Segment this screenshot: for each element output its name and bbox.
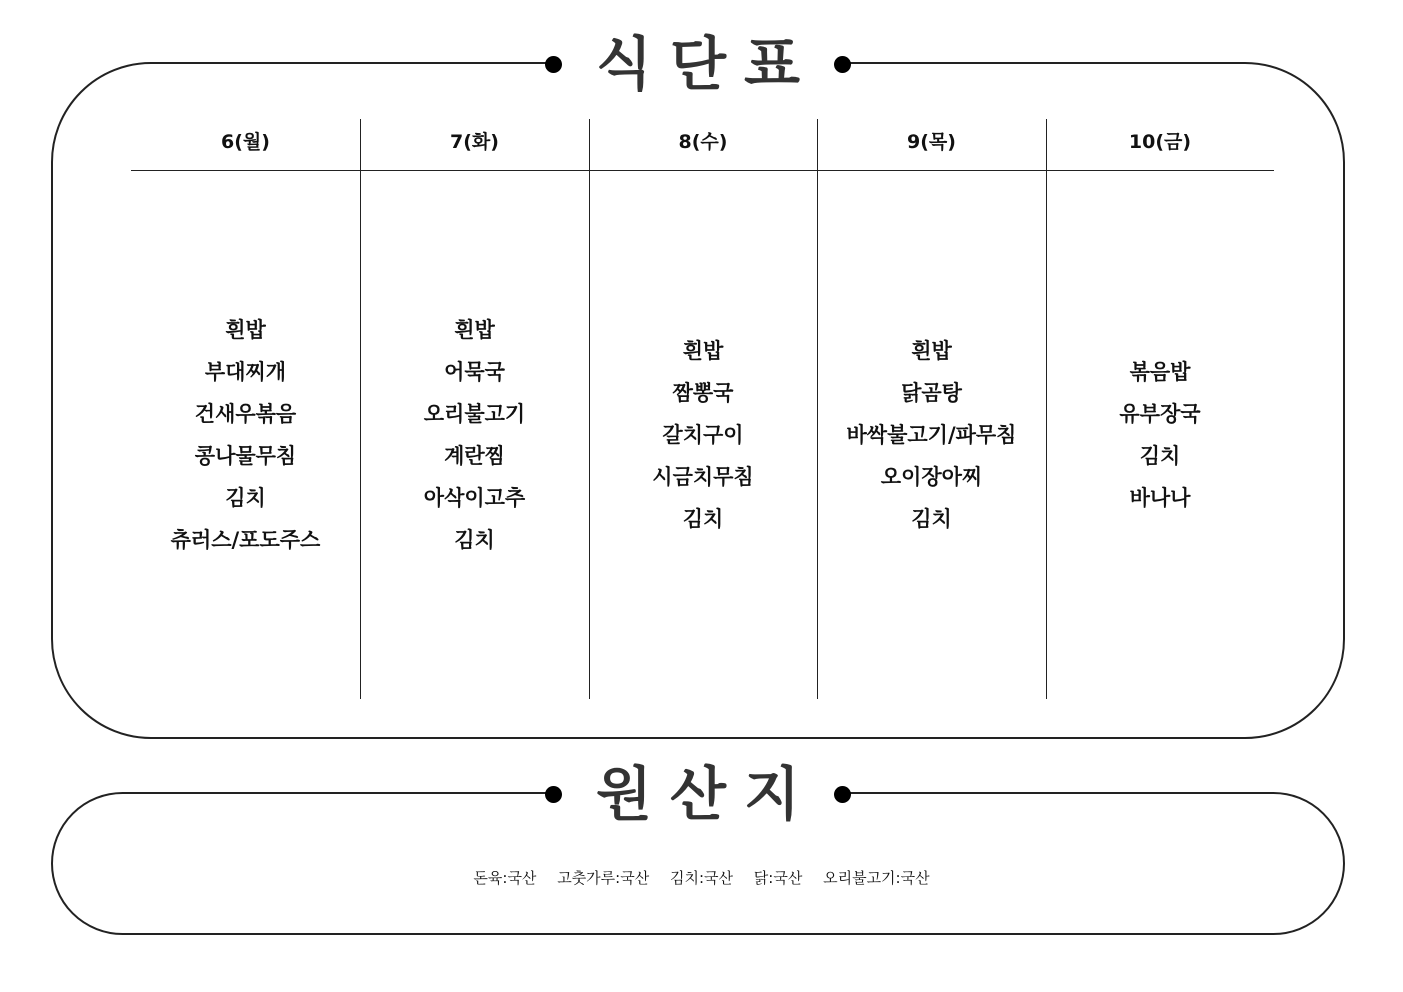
menu-item: 계란찜	[444, 444, 505, 468]
title-right-dot	[834, 56, 851, 73]
origin-title: 원산지	[595, 760, 819, 828]
day-menu	[589, 171, 817, 699]
menu-item: 김치	[911, 507, 952, 531]
title-left-dot	[545, 56, 562, 73]
day-header: 8(수)	[678, 131, 728, 153]
origin-list	[0, 867, 1403, 888]
menu-item: 닭곰탕	[901, 381, 962, 405]
menu-item: 오리불고기	[423, 402, 526, 426]
origin-entry: 돈육:국산	[473, 869, 537, 887]
menu-item: 건새우볶음	[194, 402, 297, 426]
day-header: 7(화)	[450, 131, 499, 153]
origin-title-banner	[553, 754, 843, 834]
menu-item: 시금치무침	[652, 465, 754, 489]
day-menu	[817, 171, 1046, 699]
menu-title-banner	[553, 24, 843, 104]
menu-item: 흰밥	[911, 339, 952, 363]
menu-item: 아삭이고추	[423, 486, 526, 510]
day-column-wed	[589, 119, 817, 699]
day-column-fri	[1046, 119, 1274, 699]
title-left-dot	[545, 786, 562, 803]
menu-item: 부대찌개	[204, 360, 287, 384]
origin-entry: 고춧가루:국산	[557, 869, 650, 887]
menu-item: 갈치구이	[662, 423, 744, 447]
menu-item: 짬뽕국	[672, 381, 734, 405]
day-header: 9(목)	[907, 131, 956, 153]
menu-item: 어묵국	[444, 360, 505, 384]
menu-item: 콩나물무침	[194, 444, 297, 468]
day-menu	[1046, 171, 1274, 699]
day-column-tue	[360, 119, 589, 699]
origin-entry: 닭:국산	[753, 869, 803, 887]
menu-item: 오이장아찌	[880, 465, 983, 489]
day-menu	[131, 171, 360, 699]
title-right-dot	[834, 786, 851, 803]
origin-entry: 김치:국산	[669, 869, 733, 887]
menu-item: 김치	[682, 507, 724, 531]
menu-item: 유부장국	[1119, 402, 1201, 426]
menu-item: 김치	[1139, 444, 1181, 468]
menu-item: 바나나	[1129, 486, 1191, 510]
day-menu	[360, 171, 589, 699]
origin-entry: 오리불고기:국산	[823, 869, 930, 887]
day-column-thu	[817, 119, 1046, 699]
menu-item: 볶음밥	[1129, 360, 1191, 384]
day-column-mon	[131, 119, 360, 699]
menu-item: 츄러스/포도주스	[170, 528, 321, 552]
menu-item: 흰밥	[225, 318, 266, 342]
menu-title: 식단표	[595, 30, 819, 98]
menu-item: 김치	[454, 528, 495, 552]
menu-item: 바싹불고기/파무침	[846, 423, 1017, 447]
day-header: 10(금)	[1128, 131, 1192, 153]
menu-item: 흰밥	[454, 318, 495, 342]
day-header: 6(월)	[221, 131, 270, 153]
menu-item: 김치	[225, 486, 266, 510]
menu-item: 흰밥	[682, 339, 724, 363]
